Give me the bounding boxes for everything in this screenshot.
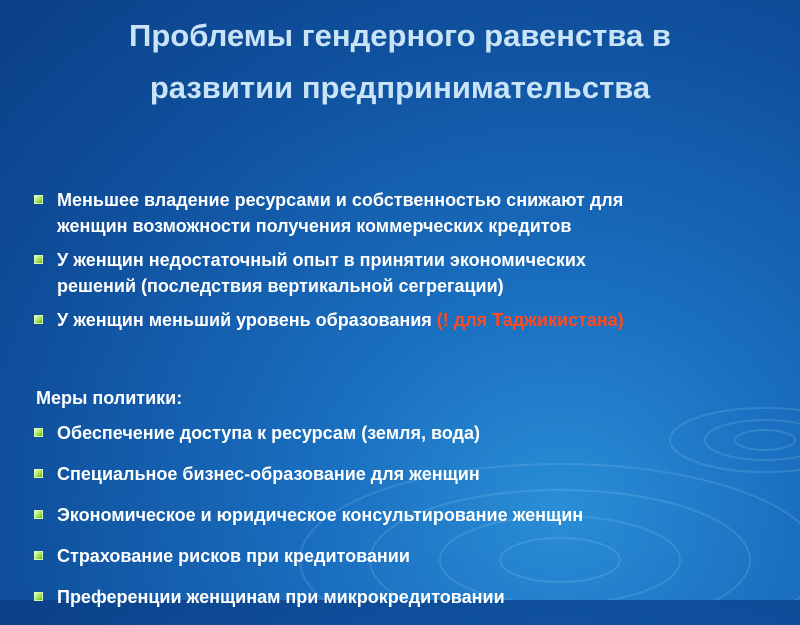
problem-item-line: женщин возможности получения коммерческих кредитов xyxy=(57,216,572,236)
problem-item-line: решений (последствия вертикальной сегрегации) xyxy=(57,276,504,296)
measure-item-text: Экономическое и юридическое консультирование женщин xyxy=(57,505,584,525)
measure-item-text: Обеспечение доступа к ресурсам (земля, вода) xyxy=(57,423,480,443)
measure-item xyxy=(32,461,772,487)
slide-title xyxy=(0,10,800,114)
policy-measures-list xyxy=(32,420,772,625)
slide-title-line-2: развитии предпринимательства xyxy=(149,70,651,105)
measure-item xyxy=(32,543,772,569)
square-bullet-icon xyxy=(34,551,43,560)
problems-list xyxy=(32,187,772,341)
square-bullet-icon xyxy=(34,195,43,204)
problem-item-line: У женщин недостаточный опыт в принятии экономических xyxy=(57,250,586,270)
policy-measures-heading: Меры политики: xyxy=(36,388,183,408)
problem-item xyxy=(32,247,772,299)
measure-item xyxy=(32,420,772,446)
measure-item-text: Преференции женщинам при микрокредитовании xyxy=(57,587,505,607)
problem-item xyxy=(32,307,772,333)
measure-item xyxy=(32,502,772,528)
square-bullet-icon xyxy=(34,315,43,324)
problem-item xyxy=(32,187,772,239)
tajikistan-highlight: (! для Таджикистана) xyxy=(436,310,624,330)
measure-item-text: Специальное бизнес-образование для женщин xyxy=(57,464,480,484)
square-bullet-icon xyxy=(34,510,43,519)
square-bullet-icon xyxy=(34,255,43,264)
square-bullet-icon xyxy=(34,469,43,478)
problem-item-text: У женщин меньший уровень образования xyxy=(57,310,437,330)
measure-item xyxy=(32,584,772,610)
slide-title-line-1: Проблемы гендерного равенства в xyxy=(129,18,671,53)
square-bullet-icon xyxy=(34,428,43,437)
problem-item-line: Меньшее владение ресурсами и собственностью снижают для xyxy=(57,190,624,210)
measure-item-text: Страхование рисков при кредитовании xyxy=(57,546,410,566)
